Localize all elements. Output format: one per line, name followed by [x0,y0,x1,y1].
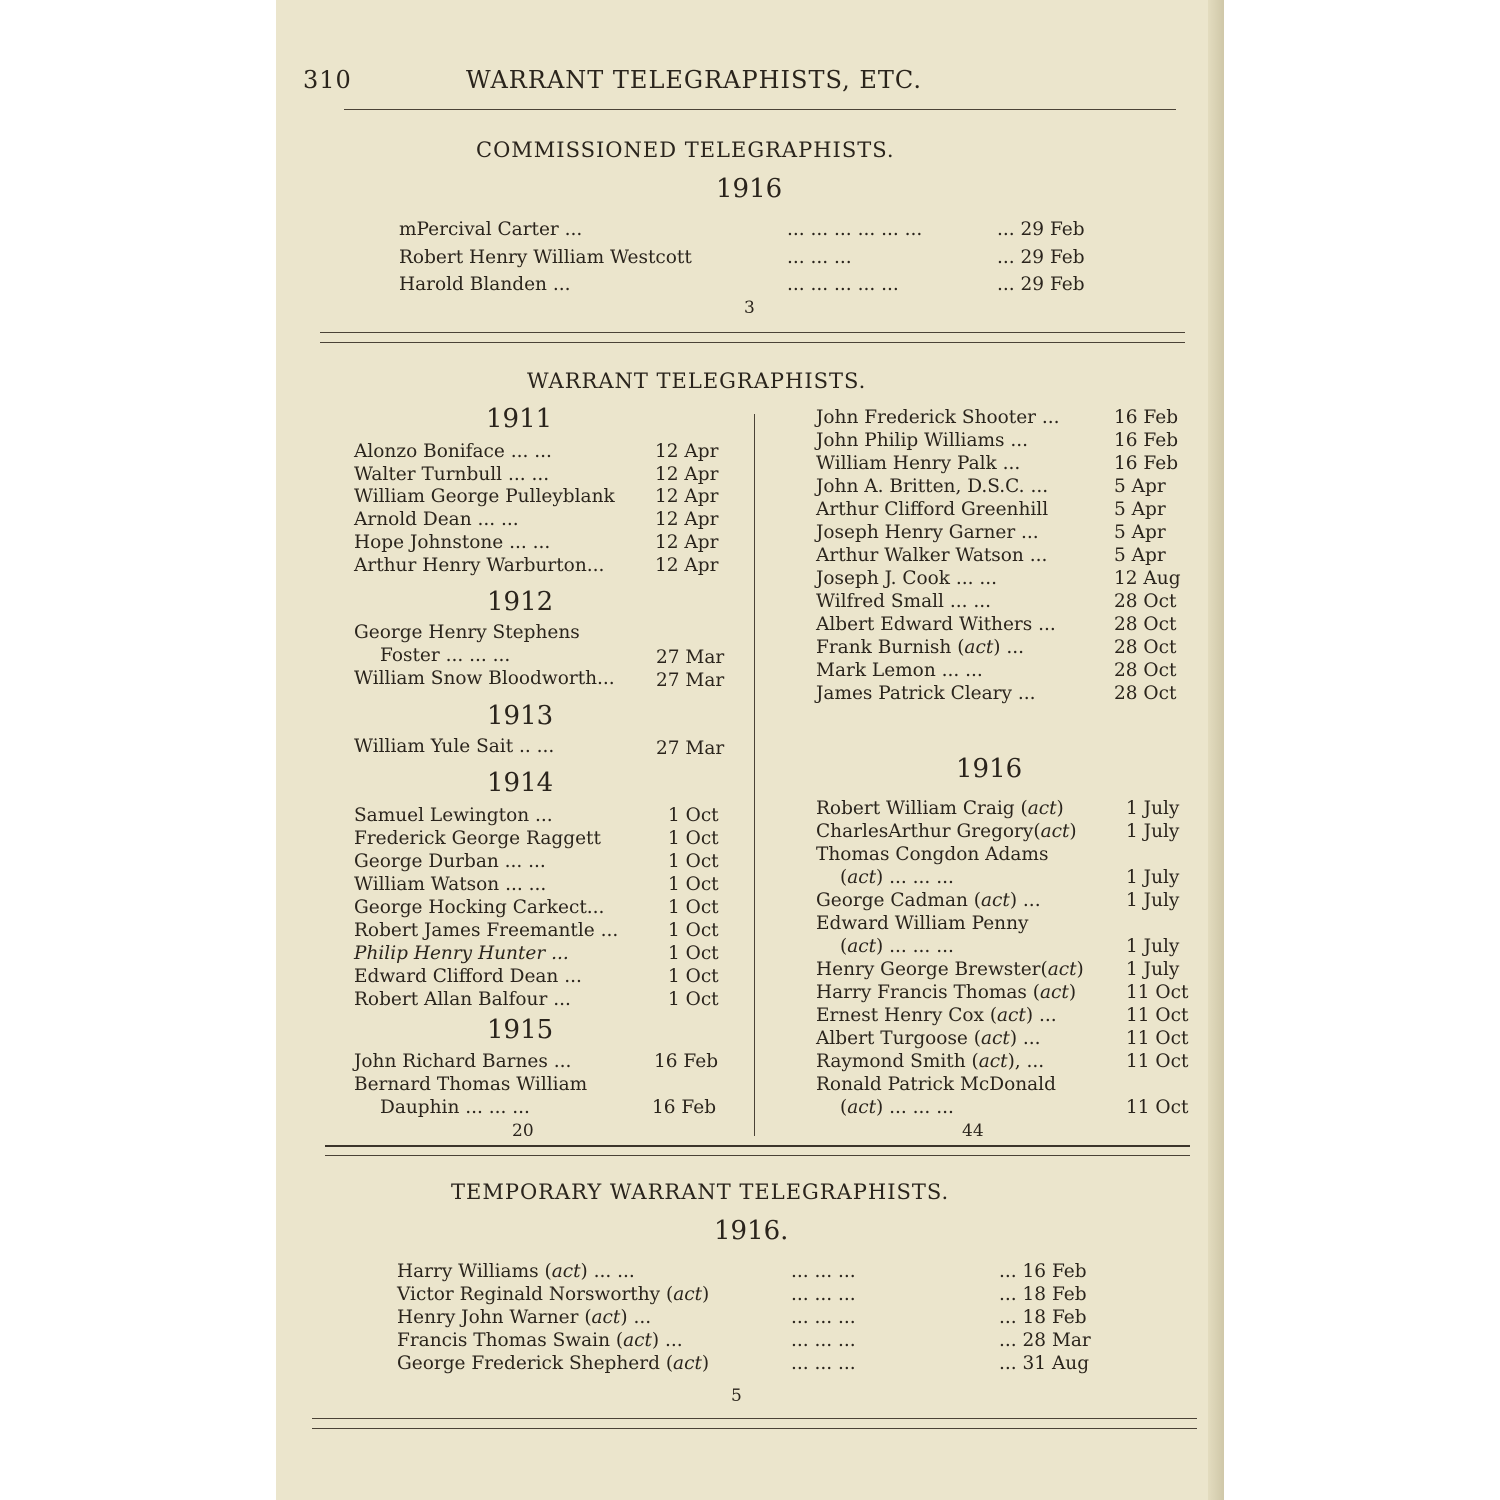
entry-1915-cont-name: Wilfred Small ... ... [816,591,992,612]
entry-1914-name: Samuel Lewington ... [354,805,553,826]
entry-1916-name: (act) ... ... ... [840,936,954,957]
warrant-rule-2 [325,1155,1190,1156]
temporary-rule-1 [312,1418,1197,1419]
commissioned-entry-date: ... 29 Feb [997,246,1085,268]
entry-1915-cont-date: 16 Feb [1114,407,1179,428]
entry-1916 [816,913,1028,935]
entry-1911-date: 12 Apr [655,486,719,508]
entry-1916-date: 11 Oct [1126,982,1189,1003]
entry-1915-cont-name: John A. Britten, D.S.C. ... [816,476,1049,497]
entry-1913-sait-date: 27 Mar [656,738,725,759]
temporary-entry [397,1353,1090,1375]
commissioned-year: 1916 [716,174,783,204]
year-1916: 1916 [956,754,1023,784]
entry-1916-name: (act) ... ... ... [840,867,954,888]
entry-1915-cont-name: John Philip Williams ... [816,430,1029,451]
entry-1911 [354,531,719,554]
entry-1915-cont [816,499,1166,521]
entry-1915-barnes: John Richard Barnes ... [354,1051,572,1072]
temporary-entry-name: Francis Thomas Swain (act) ... [397,1330,683,1351]
entry-1916 [816,1074,1056,1096]
entry-1915-cont [816,522,1166,544]
entry-1915-cont-date: 16 Feb [1114,453,1179,474]
entry-1911 [354,509,719,531]
temporary-entry-leader: ... ... ... [791,1284,856,1305]
temporary-entry [397,1330,1091,1352]
column-divider [754,414,755,1136]
entry-1914-date: 1 Oct [668,943,719,964]
entry-1916 [840,867,1180,889]
entry-1915-cont [816,545,1166,567]
entry-1915-cont-date: 5 Apr [1114,499,1166,520]
entry-1914-name: Robert Allan Balfour ... [354,989,571,1010]
commissioned-entry-name: Harold Blanden ... [399,274,571,295]
entry-1915-cont-date: 12 Aug [1114,568,1181,589]
warrant-title: WARRANT TELEGRAPHISTS. [527,369,867,393]
header-rule [344,109,1176,110]
entry-1915-cont-date: 16 Feb [1114,430,1179,451]
entry-1916 [816,1051,1189,1073]
entry-1915-cont [816,637,1177,659]
temporary-entry-leader: ... ... ... [791,1330,856,1351]
entry-1912-bloodworth: William Snow Bloodworth... [354,668,615,689]
entry-1916 [816,821,1180,843]
commissioned-entry-leader: ... ... ... ... ... ... [787,219,923,240]
temporary-year: 1916. [714,1216,789,1246]
temporary-count: 5 [731,1386,742,1406]
entry-1916 [840,936,1180,958]
entry-1915-cont [816,614,1177,636]
commissioned-entry-date: ... 29 Feb [997,219,1085,240]
year-1912: 1912 [487,587,554,617]
entry-1911-date: 12 Apr [655,463,719,485]
entry-1911-name: Alonzo Boniface ... ... [354,441,552,462]
entry-1915-cont-date: 28 Oct [1114,614,1177,635]
temporary-entry [397,1284,1087,1306]
temporary-entry [397,1307,1087,1329]
entry-1914-date: 1 Oct [668,966,719,987]
page-title: WARRANT TELEGRAPHISTS, ETC. [466,66,922,94]
commissioned-rule-1 [320,332,1185,333]
entry-1914 [354,874,719,896]
entry-1911-date: 12 Apr [655,554,719,576]
entry-1916-date: 11 Oct [1126,1028,1189,1049]
commissioned-count: 3 [744,298,755,318]
entry-1916-name: Ronald Patrick McDonald [816,1074,1056,1095]
entry-1916 [816,844,1048,866]
entry-1915-dauphin-line2: Dauphin ... ... ... [380,1097,530,1118]
temporary-entry-date: ... 31 Aug [999,1353,1090,1374]
entry-1912-stephens-date: 27 Mar [656,647,725,668]
entry-1911 [354,554,719,577]
entry-1911-name: Walter Turnbull ... ... [354,463,550,485]
entry-1916-name: (act) ... ... ... [840,1097,954,1118]
entry-1911-date: 12 Apr [655,441,719,462]
commissioned-entry-date: ... 29 Feb [997,274,1085,295]
entry-1916-name: George Cadman (act) ... [816,890,1041,911]
entry-1914-date: 1 Oct [668,989,719,1010]
temporary-entry-leader: ... ... ... [791,1353,856,1374]
entry-1915-cont-name: Albert Edward Withers ... [816,614,1056,635]
entry-1916-date: 11 Oct [1126,1097,1189,1118]
temporary-entry [397,1261,1087,1283]
page-spine-shadow [1208,0,1224,1500]
warrant-rule-1 [325,1145,1190,1147]
temporary-entry-name: George Frederick Shepherd (act) [397,1353,710,1374]
entry-1911-name: Arnold Dean ... ... [354,509,519,531]
entry-1916-date: 1 July [1126,890,1180,911]
entry-1912-bloodworth-date: 27 Mar [656,670,725,691]
temporary-entry-date: ... 18 Feb [999,1284,1087,1305]
entry-1915-cont-date: 5 Apr [1114,476,1166,497]
entry-1915-cont-date: 28 Oct [1114,683,1177,704]
entry-1911 [354,463,719,486]
temporary-entry-date: ... 28 Mar [999,1330,1091,1351]
entry-1914-date: 1 Oct [668,920,719,941]
temporary-entry-leader: ... ... ... [791,1307,856,1328]
entry-1915-dauphin-date: 16 Feb [652,1097,717,1118]
temporary-entry-leader: ... ... ... [791,1261,856,1282]
temporary-entry-date: ... 16 Feb [999,1261,1087,1282]
entry-1916 [816,1028,1189,1050]
year-1914: 1914 [487,768,554,798]
entry-1914-date: 1 Oct [668,805,719,826]
entry-1915-cont [816,591,1177,613]
year-1911: 1911 [486,404,553,434]
entry-1914 [354,897,719,919]
entry-1916-name: Thomas Congdon Adams [816,844,1049,865]
entry-1914 [354,805,719,827]
entry-1911-date: 12 Apr [655,531,719,553]
entry-1915-cont-name: Mark Lemon ... ... [816,660,983,681]
entry-1915-cont-name: Frank Burnish (act) ... [816,637,1024,658]
entry-1916-date: 1 July [1126,867,1180,888]
right-column-count: 44 [962,1121,984,1141]
entry-1916 [816,982,1189,1004]
entry-1914 [354,851,719,873]
entry-1914 [354,989,719,1011]
entry-1914-name: William Watson ... ... [354,874,547,895]
temporary-rule-2 [312,1428,1197,1429]
entry-1911-date: 12 Apr [655,509,719,531]
entry-1915-cont [816,476,1166,498]
page-number: 310 [303,66,352,94]
entry-1916-name: Edward William Penny [816,913,1029,934]
entry-1915-cont-date: 5 Apr [1114,522,1166,543]
entry-1916 [816,1005,1189,1027]
entry-1916-name: CharlesArthur Gregory(act) [816,821,1077,842]
entry-1914-name: Philip Henry Hunter ... [354,943,569,964]
entry-1911 [354,441,719,463]
entry-1916-date: 1 July [1126,798,1180,819]
entry-1914 [354,828,719,850]
entry-1915-cont [816,683,1177,705]
entry-1916-name: Harry Francis Thomas (act) [816,982,1077,1003]
entry-1914-name: George Durban ... ... [354,851,546,872]
commissioned-entry-leader: ... ... ... ... ... [787,274,899,295]
entry-1916-name: Henry George Brewster(act) [816,959,1084,980]
entry-1914-name: Edward Clifford Dean ... [354,966,582,987]
entry-1915-cont-date: 5 Apr [1114,545,1166,566]
entry-1911-name: Arthur Henry Warburton... [354,554,605,576]
entry-1915-cont [816,453,1179,475]
temporary-entry-name: Harry Williams (act) ... ... [397,1261,635,1282]
entry-1915-cont-date: 28 Oct [1114,591,1177,612]
year-1915: 1915 [487,1015,554,1045]
entry-1914-date: 1 Oct [668,874,719,895]
year-1913: 1913 [487,701,554,731]
entry-1911-name: Hope Johnstone ... ... [354,531,551,553]
entry-1915-cont-date: 28 Oct [1114,660,1177,681]
entry-1915-cont [816,407,1179,429]
entry-1915-cont-date: 28 Oct [1114,637,1177,658]
entry-1915-cont-name: John Frederick Shooter ... [816,407,1060,428]
entry-1916-date: 1 July [1126,959,1180,980]
entry-1915-barnes-date: 16 Feb [654,1051,719,1072]
commissioned-entry-name: mPercival Carter ... [399,219,583,240]
commissioned-entry-leader: ... ... ... [787,246,852,268]
entry-1915-cont-name: Arthur Walker Watson ... [816,545,1048,566]
entry-1911 [354,486,719,508]
entry-1916-date: 11 Oct [1126,1051,1189,1072]
entry-1914-date: 1 Oct [668,851,719,872]
entry-1915-dauphin-line1: Bernard Thomas William [354,1074,588,1095]
entry-1912-stephens-line2: Foster ... ... ... [380,645,511,666]
commissioned-entry [399,219,1085,241]
entry-1916 [840,1097,1189,1119]
entry-1916 [816,890,1180,912]
commissioned-title: COMMISSIONED TELEGRAPHISTS. [476,138,895,162]
temporary-entry-name: Henry John Warner (act) ... [397,1307,652,1328]
left-column-count: 20 [512,1121,534,1141]
entry-1915-cont-name: William Henry Palk ... [816,453,1021,474]
entry-1916-name: Albert Turgoose (act) ... [816,1028,1041,1049]
entry-1915-cont-name: Arthur Clifford Greenhill [816,499,1049,520]
entry-1916 [816,798,1180,820]
entry-1914 [354,966,719,988]
entry-1914-name: George Hocking Carkect... [354,897,605,918]
temporary-entry-name: Victor Reginald Norsworthy (act) [397,1284,710,1305]
commissioned-rule-2 [320,342,1185,343]
entry-1915-cont-name: Joseph Henry Garner ... [816,522,1039,543]
entry-1915-cont-name: James Patrick Cleary ... [816,683,1036,704]
entry-1914 [354,943,719,965]
entry-1915-cont-name: Joseph J. Cook ... ... [816,568,998,589]
entry-1915-cont [816,660,1177,682]
entry-1916-name: Raymond Smith (act), ... [816,1051,1045,1072]
commissioned-entry-name: Robert Henry William Westcott [399,246,692,268]
entry-1913-sait: William Yule Sait .. ... [354,736,555,757]
entry-1916-date: 1 July [1126,821,1180,842]
entry-1915-cont [816,568,1181,590]
entry-1915-cont [816,430,1179,452]
entry-1914-date: 1 Oct [668,897,719,918]
entry-1916-date: 1 July [1126,936,1180,957]
entry-1916-name: Ernest Henry Cox (act) ... [816,1005,1057,1026]
entry-1916-name: Robert William Craig (act) [816,798,1064,819]
commissioned-entry [399,274,1085,296]
temporary-entry-date: ... 18 Feb [999,1307,1087,1328]
temporary-title: TEMPORARY WARRANT TELEGRAPHISTS. [451,1180,950,1204]
entry-1912-stephens-line1: George Henry Stephens [354,622,580,643]
entry-1914-date: 1 Oct [668,828,719,849]
entry-1916-date: 11 Oct [1126,1005,1189,1026]
entry-1914 [354,920,719,942]
commissioned-entry [399,246,1085,269]
entry-1914-name: Robert James Freemantle ... [354,920,619,941]
entry-1914-name: Frederick George Raggett [354,828,601,849]
entry-1916 [816,959,1180,981]
entry-1911-name: William George Pulleyblank [354,486,615,508]
